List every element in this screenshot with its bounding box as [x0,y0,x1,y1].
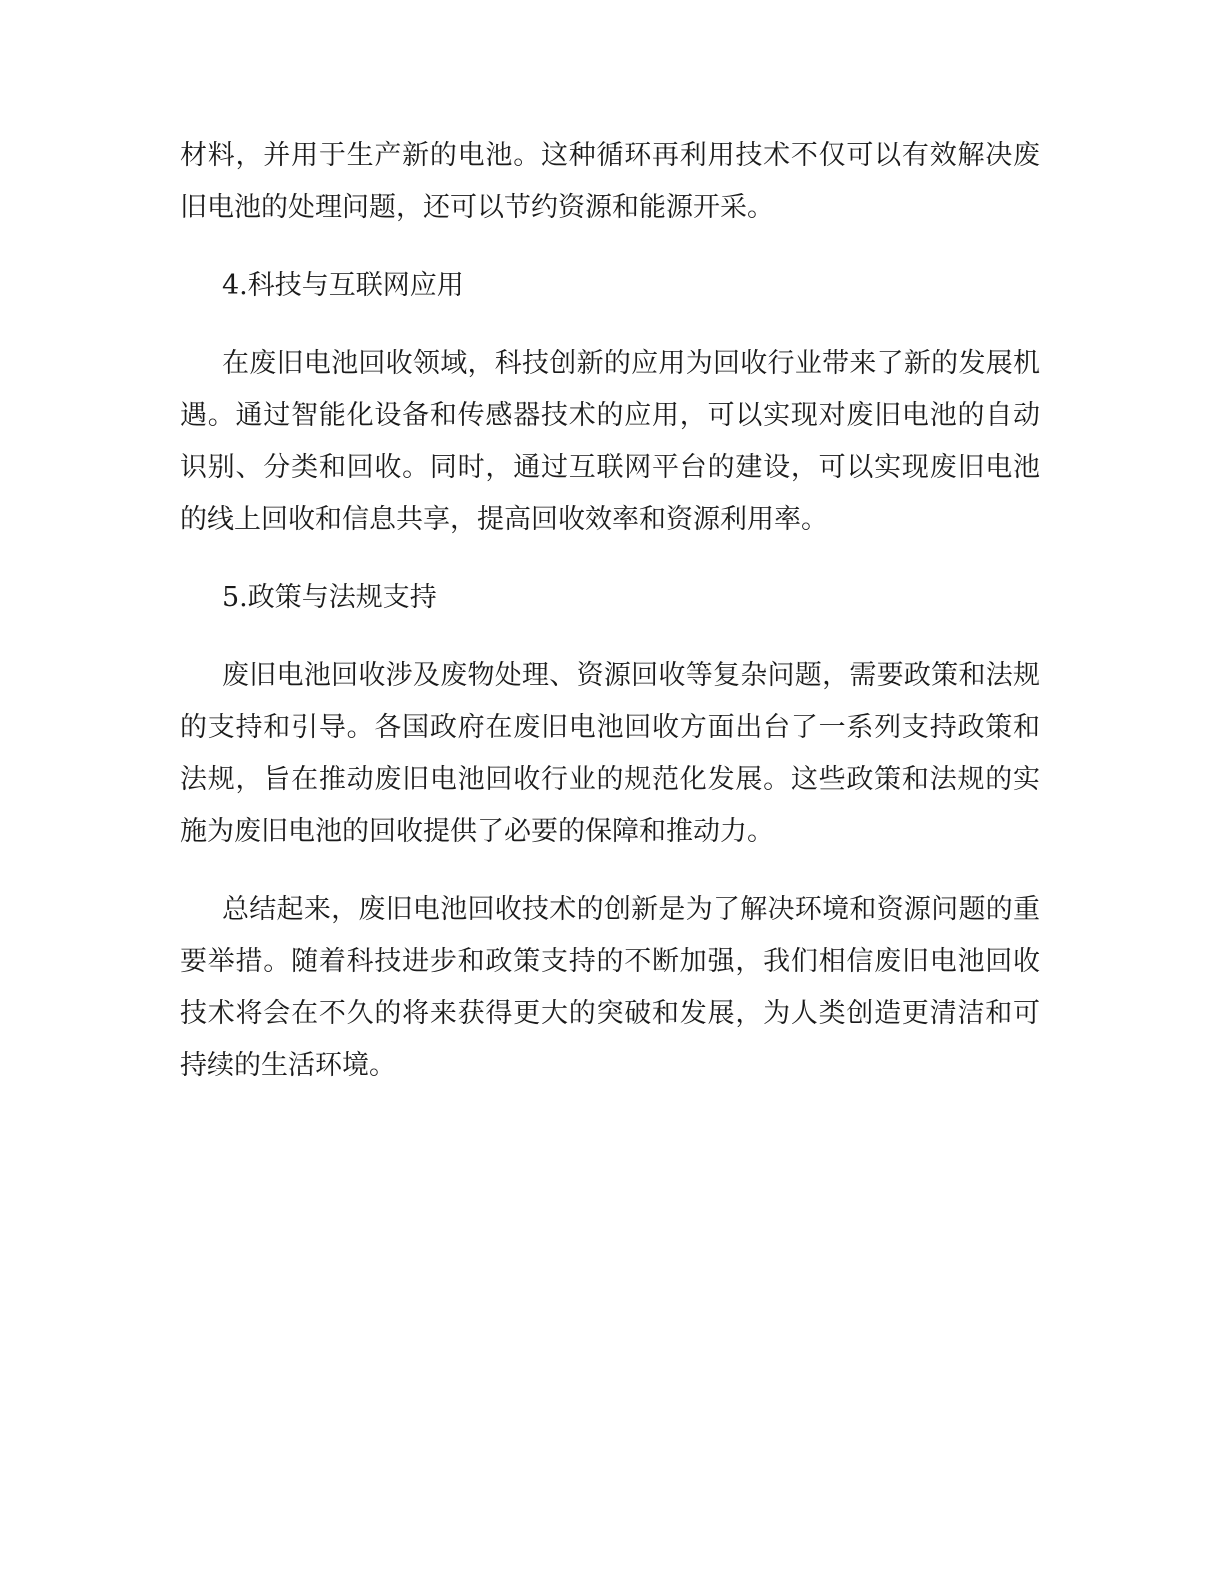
document-body [180,130,1040,1118]
section-heading-policy: 5.政策与法规支持 [222,582,437,613]
paragraph-tech-internet: 在废旧电池回收领域，科技创新的应用为回收行业带来了新的发展机遇。通过智能化设备和传感器技术的应用，可以实现对废旧电池的自动识别、分类和回收。同时，通过互联网平台的建设，可以实现废旧电池的线上回收和信息共享，提高回收效率和资源利用率。 [180,348,1040,535]
paragraph-summary: 总结起来，废旧电池回收技术的创新是为了解决环境和资源问题的重要举措。随着科技进步和政策支持的不断加强，我们相信废旧电池回收技术将会在不久的将来获得更大的突破和发展，为人类创造更清洁和可持续的生活环境。 [180,894,1040,1081]
section-heading-tech-internet: 4.科技与互联网应用 [222,270,464,301]
paragraph-continuation: 材料，并用于生产新的电池。这种循环再利用技术不仅可以有效解决废旧电池的处理问题，还可以节约资源和能源开采。 [180,140,1040,223]
paragraph-policy: 废旧电池回收涉及废物处理、资源回收等复杂问题，需要政策和法规的支持和引导。各国政府在废旧电池回收方面出台了一系列支持政策和法规，旨在推动废旧电池回收行业的规范化发展。这些政策和法规的实施为废旧电池的回收提供了必要的保障和推动力。 [180,660,1040,847]
